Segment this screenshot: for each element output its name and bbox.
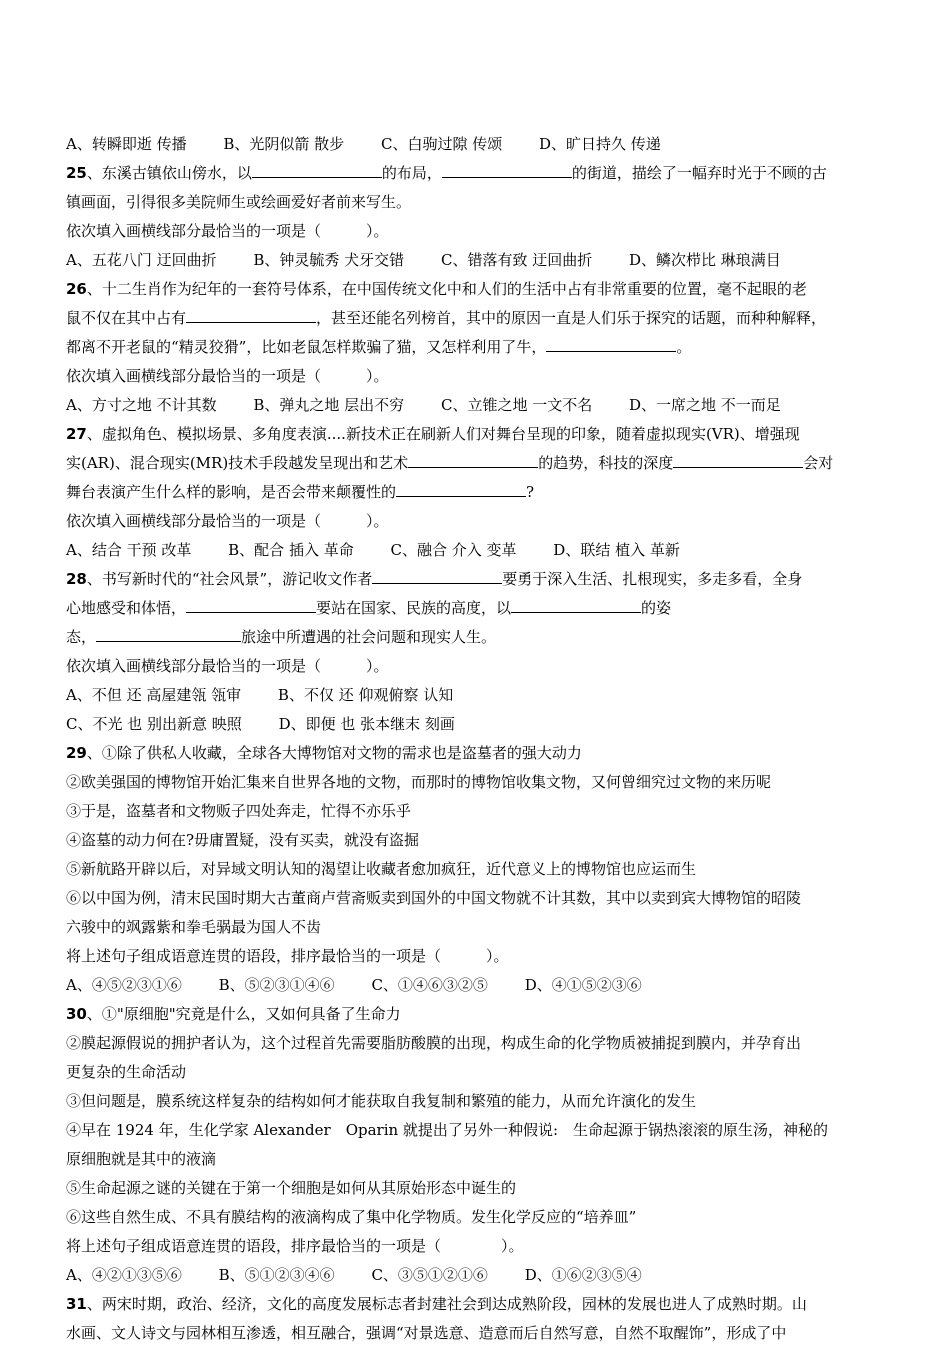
q28-prompt: 依次填入画横线部分最恰当的一项是（ ）。 bbox=[66, 657, 389, 675]
q24-option-a: A、转瞬即逝 传播 bbox=[66, 135, 187, 153]
q30-prompt: 将上述句子组成语意连贯的语段，排序最恰当的一项是（ ）。 bbox=[66, 1237, 524, 1255]
q30-number: 30 bbox=[66, 1005, 87, 1023]
q28-text: 态， bbox=[66, 628, 97, 646]
q25-text: 的布局， bbox=[381, 164, 442, 182]
q26-stem-line-3 bbox=[66, 335, 884, 359]
q31-number: 31 bbox=[66, 1295, 87, 1313]
q24-options bbox=[66, 132, 884, 156]
q24-option-b: B、光阴似箭 散步 bbox=[223, 135, 345, 153]
q25-blank-2 bbox=[442, 162, 572, 178]
q30-sentence-3: ③但问题是，膜系统这样复杂的结构如何才能获取自我复制和繁殖的能力，从而允许演化的发生 bbox=[66, 1092, 697, 1110]
q27-blank-2 bbox=[673, 452, 803, 468]
q26-stem-line-2 bbox=[66, 306, 884, 330]
q27-text: 会对 bbox=[803, 454, 834, 472]
q28-text: 要站在国家、民族的高度，以 bbox=[316, 599, 512, 617]
q25-prompt: 依次填入画横线部分最恰当的一项是（ ）。 bbox=[66, 222, 389, 240]
q28-options-row-1 bbox=[66, 683, 884, 707]
q26-text: 都离不开老鼠的“精灵狡猾”，比如老鼠怎样欺骗了猫，又怎样利用了牛， bbox=[66, 338, 547, 356]
q28-option-a: A、不但 还 高屋建瓴 瓴审 bbox=[66, 686, 242, 704]
q27-stem-line-3 bbox=[66, 480, 884, 504]
q28-blank-1 bbox=[372, 568, 502, 584]
q25-number: 25 bbox=[66, 164, 87, 182]
q30-sentence-4a: ④早在 1924 年，生化学家 Alexander Oparin 就提出了另外一种假说: 生命起源于锅热滚滚的原生汤，神秘的 bbox=[66, 1121, 828, 1139]
q29-text: 、①除了供私人收藏，全球各大博物馆对文物的需求也是盗墓者的强大动力 bbox=[86, 744, 582, 762]
q28-blank-3 bbox=[511, 597, 641, 613]
q29-number: 29 bbox=[66, 744, 87, 762]
q25-option-d: D、鳞次栉比 琳琅满目 bbox=[629, 251, 781, 269]
q27-options bbox=[66, 538, 884, 562]
q29-option-b: B、⑤②③①④⑥ bbox=[218, 976, 335, 994]
q31-text: 、两宋时期，政治、经济，文化的高度发展标志者封建社会到达成熟阶段，园林的发展也进人了成熟时期。山 bbox=[86, 1295, 807, 1313]
q25-text: 的街道，描绘了一幅弃时光于不顾的古 bbox=[571, 164, 827, 182]
q30-sentence-2b: 更复杂的生命活动 bbox=[66, 1063, 187, 1081]
q29-prompt: 将上述句子组成语意连贯的语段，排序最恰当的一项是（ ）。 bbox=[66, 947, 509, 965]
q27-text: 舞台表演产生什么样的影响，是否会带来颠覆性的 bbox=[66, 483, 397, 501]
q28-text: 的姿 bbox=[641, 599, 672, 617]
q30-sentence-6: ⑥这些自然生成、不具有膜结构的液滴构成了集中化学物质。发生化学反应的“培养皿” bbox=[66, 1208, 637, 1226]
q29-options bbox=[66, 973, 884, 997]
q26-prompt: 依次填入画横线部分最恰当的一项是（ ）。 bbox=[66, 367, 389, 385]
q30-sentence-5: ⑤生命起源之谜的关键在于第一个细胞是如何从其原始形态中诞生的 bbox=[66, 1179, 517, 1197]
q30-option-c: C、③⑤①②①⑥ bbox=[371, 1266, 488, 1284]
q30-sentence-4b: 原细胞就是其中的液滴 bbox=[66, 1150, 217, 1168]
q29-sentence-4: ④盗墓的动力何在?毋庸置疑，没有买卖，就没有盗掘 bbox=[66, 831, 420, 849]
q26-text: 、十二生肖作为纪年的一套符号体系，在中国传统文化中和人们的生活中占有非常重要的位置，毫不起眼的老 bbox=[86, 280, 807, 298]
q26-blank-1 bbox=[186, 307, 316, 323]
q28-stem-line-3 bbox=[66, 625, 884, 649]
q25-stem-line-2 bbox=[66, 190, 884, 214]
q25-option-b: B、钟灵毓秀 犬牙交错 bbox=[253, 251, 405, 269]
q25-text: 、东溪古镇依山傍水，以 bbox=[86, 164, 252, 182]
q26-option-a: A、方寸之地 不计其数 bbox=[66, 396, 217, 414]
q29-sentence-5: ⑤新航路开辟以后，对异域文明认知的渴望让收藏者愈加疯狂，近代意义上的博物馆也应运而生 bbox=[66, 860, 697, 878]
q31-stem-line-1 bbox=[66, 1292, 884, 1316]
q27-option-a: A、结合 干预 改革 bbox=[66, 541, 192, 559]
q30-sentence-2a: ②膜起源假说的拥护者认为，这个过程首先需要脂肪酸膜的出现，构成生命的化学物质被捕捉到膜内，并孕育出 bbox=[66, 1034, 802, 1052]
q26-blank-2 bbox=[546, 336, 676, 352]
q24-option-c: C、白驹过隙 传颂 bbox=[380, 135, 503, 153]
q30-sentence-1 bbox=[66, 1002, 884, 1026]
q26-text: 。 bbox=[676, 338, 692, 356]
q28-text: 旅途中所遭遇的社会问题和现实人生。 bbox=[241, 628, 497, 646]
q27-blank-3 bbox=[396, 481, 526, 497]
q27-stem-line-1 bbox=[66, 422, 884, 446]
q26-options bbox=[66, 393, 884, 417]
q28-option-d: D、即便 也 张本继末 刻画 bbox=[278, 715, 455, 733]
q29-option-c: C、①④⑥③②⑤ bbox=[371, 976, 488, 994]
q27-prompt: 依次填入画横线部分最恰当的一项是（ ）。 bbox=[66, 512, 389, 530]
q29-sentence-2: ②欧美强国的博物馆开始汇集来自世界各地的文物，而那时的博物馆收集文物，又何曾细究过文物的来历呢 bbox=[66, 773, 772, 791]
q26-option-b: B、弹丸之地 层出不穷 bbox=[253, 396, 405, 414]
q26-stem-line-1 bbox=[66, 277, 884, 301]
q30-option-b: B、⑤①②③④⑥ bbox=[218, 1266, 335, 1284]
q28-option-b: B、不仅 还 仰观俯察 认知 bbox=[277, 686, 454, 704]
q28-options-row-2 bbox=[66, 712, 884, 736]
q30-option-a: A、④②①③⑤⑥ bbox=[66, 1266, 182, 1284]
q27-text: 实(AR)、混合现实(MR)技术手段越发呈现出和艺术 bbox=[66, 454, 409, 472]
q27-text: ? bbox=[526, 483, 535, 501]
q25-options bbox=[66, 248, 884, 272]
q24-option-d: D、旷日持久 传递 bbox=[539, 135, 661, 153]
q28-text: 心地感受和体悟， bbox=[66, 599, 187, 617]
q27-number: 27 bbox=[66, 425, 87, 443]
q27-option-d: D、联结 植入 革新 bbox=[553, 541, 680, 559]
q25-option-c: C、错落有致 迂回曲折 bbox=[440, 251, 593, 269]
q28-blank-4 bbox=[96, 626, 241, 642]
q28-text: 、书写新时代的“社会风景”，游记收文作者 bbox=[86, 570, 373, 588]
q29-sentence-1 bbox=[66, 741, 884, 765]
q28-number: 28 bbox=[66, 570, 87, 588]
q28-blank-2 bbox=[186, 597, 316, 613]
q25-stem-line-1 bbox=[66, 161, 884, 185]
q30-option-d: D、①⑥②③⑤④ bbox=[524, 1266, 642, 1284]
q29-option-d: D、④①⑤②③⑥ bbox=[524, 976, 642, 994]
q26-number: 26 bbox=[66, 280, 87, 298]
q30-text: 、①"原细胞"究竟是什么，又如何具备了生命力 bbox=[86, 1005, 401, 1023]
q30-options bbox=[66, 1263, 884, 1287]
q26-option-d: D、一席之地 不一而足 bbox=[629, 396, 781, 414]
q25-option-a: A、五花八门 迂回曲折 bbox=[66, 251, 217, 269]
q27-stem-line-2 bbox=[66, 451, 884, 475]
q25-text: 镇画面，引得很多美院师生或绘画爱好者前来写生。 bbox=[66, 193, 412, 211]
q27-option-b: B、配合 插入 革命 bbox=[228, 541, 354, 559]
q28-text: 要勇于深入生活、扎根现实，多走多看，全身 bbox=[502, 570, 803, 588]
q27-option-c: C、融合 介入 变革 bbox=[390, 541, 517, 559]
q29-sentence-6a: ⑥以中国为例，清末民国时期大古董商卢营斋贩卖到国外的中国文物就不计其数，其中以卖到宾大博物馆的昭陵 bbox=[66, 889, 802, 907]
q31-stem-line-2: 水画、文人诗文与园林相互渗透，相互融合，强调“对景选意、造意而后自然写意，自然不取醒饰”，形成了中 bbox=[66, 1324, 787, 1342]
q27-text: 的趋势，科技的深度 bbox=[538, 454, 674, 472]
q28-stem-line-2 bbox=[66, 596, 884, 620]
q29-option-a: A、④⑤②③①⑥ bbox=[66, 976, 182, 994]
q29-sentence-3: ③于是，盗墓者和文物贩子四处奔走，忙得不亦乐乎 bbox=[66, 802, 412, 820]
q27-text: 、虚拟角色、模拟场景、多角度表演....新技术正在刷新人们对舞台呈现的印象，随着虚拟现实(VR)、增强现 bbox=[86, 425, 800, 443]
q27-blank-1 bbox=[408, 452, 538, 468]
q26-text: ，甚至还能名列榜首，其中的原因一直是人们乐于探究的话题，而种种解释， bbox=[316, 309, 827, 327]
q29-sentence-6b: 六骏中的飒露紫和拳毛䯄最为国人不齿 bbox=[66, 918, 322, 936]
q28-option-c: C、不光 也 别出新意 映照 bbox=[66, 715, 242, 733]
q25-blank-1 bbox=[252, 162, 382, 178]
q26-text: 鼠不仅在其中占有 bbox=[66, 309, 187, 327]
q28-stem-line-1 bbox=[66, 567, 884, 591]
q26-option-c: C、立锥之地 一文不名 bbox=[440, 396, 593, 414]
